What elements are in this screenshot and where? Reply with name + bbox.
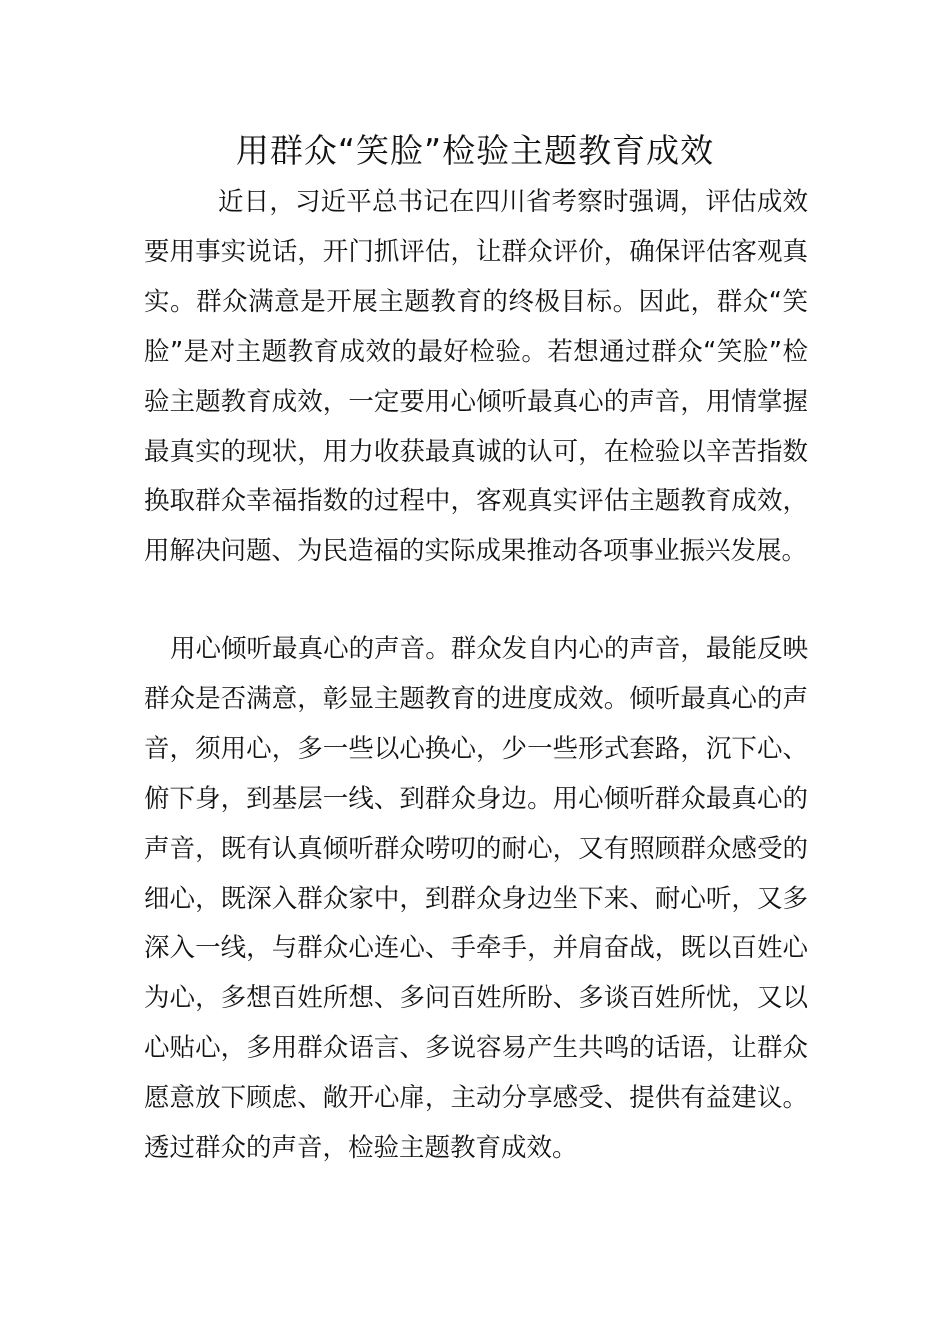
paragraph-listen: 用心倾听最真心的声音。群众发自内心的声音，最能反映群众是否满意，彰显主题教育的进度成效。倾听最真心的声音，须用心，多一些以心换心，少一些形式套路，沉下心、俯下身，到基层一线、到群众身边。用心倾听群众最真心的声音，既有认真倾听群众唠叨的耐心，又有照顾群众感受的细心，既深入群众家中，到群众身边坐下来、耐心听，又多深入一线，与群众心连心、手牵手，并肩奋战，既以百姓心为心，多想百姓所想、多问百姓所盼、多谈百姓所忧，又以心贴心，多用群众语言、多说容易产生共鸣的话语，让群众愿意放下顾虑、敞开心扉，主动分享感受、提供有益建议。透过群众的声音，检验主题教育成效。 <box>144 634 808 1164</box>
document-title: 用群众“笑脸”检验主题教育成效 <box>235 131 715 170</box>
paragraph-intro: 近日，习近平总书记在四川省考察时强调，评估成效要用事实说话，开门抓评估，让群众评价，确保评估客观真实。群众满意是开展主题教育的终极目标。因此，群众“笑脸”是对主题教育成效的最好检验。若想通过群众“笑脸”检验主题教育成效，一定要用心倾听最真心的声音，用情掌握最真实的现状，用力收获最真诚的认可，在检验以辛苦指数换取群众幸福指数的过程中，客观真实评估主题教育成效，用解决问题、为民造福的实际成果推动各项事业振兴发展。 <box>144 187 808 567</box>
